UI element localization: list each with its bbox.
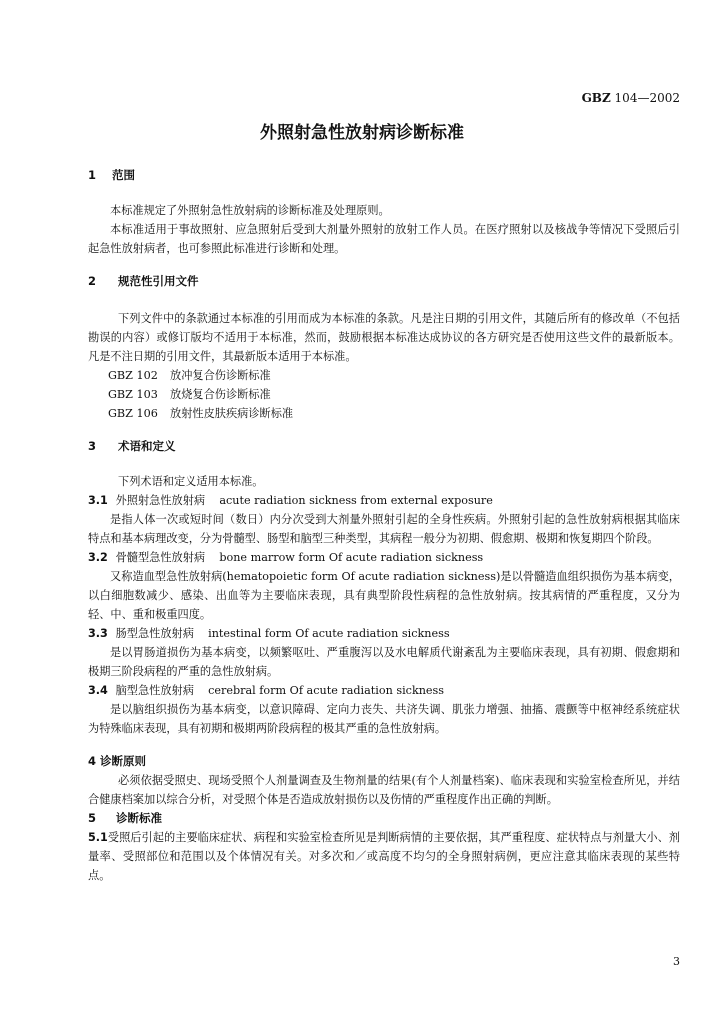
term-number: 3.3	[88, 627, 108, 640]
section-title: 规范性引用文件	[118, 274, 199, 288]
document-body	[88, 166, 680, 885]
reference-name: 放烧复合伤诊断标准	[170, 388, 271, 401]
term-number: 3.2	[88, 551, 108, 564]
paragraph: 必须依据受照史、现场受照个人剂量调查及生物剂量的结果(有个人剂量档案)、临床表现和实验室检查所见，并结合健康档案加以综合分析，对受照个体是否造成放射损伤以及伤情的严重程度作出正确的判断。	[88, 774, 680, 806]
reference-code: GBZ 106	[108, 407, 158, 420]
term-heading	[88, 548, 680, 567]
term-definition: 又称造血型急性放射病(hematopoietic form Of acute radiation sickness)是以骨髓造血组织损伤为基本病变，以白细胞数减少、感染、出血等为主要临床表现，具有典型阶段性病程的急性放射病。按其病情的严重程度，又分为轻、中、重和极重四度。	[88, 570, 680, 621]
page-number: 3	[673, 955, 680, 968]
reference-name: 放射性皮肤疾病诊断标准	[170, 407, 294, 420]
term-name: 肠型急性放射病	[115, 627, 194, 640]
section-number: 1	[88, 168, 97, 182]
section-title: 诊断标准	[116, 811, 163, 825]
clause-number: 5.1	[88, 831, 108, 844]
paragraph: 本标准规定了外照射急性放射病的诊断标准及处理原则。	[110, 204, 390, 217]
reference-item	[88, 366, 680, 385]
term-definition: 是以脑组织损伤为基本病变，以意识障碍、定向力丧失、共济失调、肌张力增强、抽搐、震颤等中枢神经系统症状为特殊临床表现，具有初期和极期两阶段病程的极其严重的急性放射病。	[88, 703, 680, 735]
section-number: 3	[88, 439, 97, 453]
standard-code-number: 104—2002	[614, 91, 680, 105]
term-number: 3.1	[88, 494, 108, 507]
section-4-heading: 4 诊断原则	[88, 754, 147, 768]
paragraph: 本标准适用于事故照射、应急照射后受到大剂量外照射的放射工作人员。在医疗照射以及核战争等情况下受照后引起急性放射病者，也可参照此标准进行诊断和处理。	[88, 223, 680, 255]
reference-name: 放冲复合伤诊断标准	[170, 369, 271, 382]
term-english: cerebral form Of acute radiation sickness	[208, 684, 445, 697]
reference-item	[88, 385, 680, 404]
term-heading	[88, 681, 680, 700]
document-title: 外照射急性放射病诊断标准	[260, 123, 464, 143]
reference-code: GBZ 102	[108, 369, 158, 382]
reference-code: GBZ 103	[108, 388, 158, 401]
paragraph: 下列术语和定义适用本标准。	[118, 475, 264, 488]
standard-code	[582, 91, 680, 105]
section-5-heading	[88, 809, 680, 828]
clause-text: 受照后引起的主要临床症状、病程和实验室检查所见是判断病情的主要依据，其严重程度、症状特点与剂量大小、剂量率、受照部位和范围以及个体情况有关。对多次和／或高度不均匀的全身照射病例，更应注意其临床表现的某些特点。	[88, 831, 680, 882]
paragraph	[88, 828, 680, 885]
section-1-heading	[88, 166, 680, 185]
term-heading	[88, 624, 680, 643]
paragraph: 下列文件中的条款通过本标准的引用而成为本标准的条款。凡是注日期的引用文件，其随后所有的修改单（不包括勘误的内容）或修订版均不适用于本标准，然而，鼓励根据本标准达成协议的各方研究是否使用这些文件的最新版本。凡是不注日期的引用文件，其最新版本适用于本标准。	[88, 312, 680, 363]
section-title: 术语和定义	[118, 439, 176, 453]
section-3-heading	[88, 437, 680, 456]
term-english: bone marrow form Of acute radiation sickness	[219, 551, 484, 564]
term-name: 脑型急性放射病	[115, 684, 194, 697]
section-number: 5	[88, 811, 97, 825]
reference-item	[88, 404, 680, 423]
term-name: 骨髓型急性放射病	[115, 551, 206, 564]
section-2-heading	[88, 272, 680, 291]
term-definition: 是指人体一次或短时间（数日）内分次受到大剂量外照射引起的全身性疾病。外照射引起的急性放射病根据其临床特点和基本病理改变，分为骨髓型、肠型和脑型三种类型，其病程一般分为初期、假愈期、极期和恢复期四个阶段。	[88, 513, 680, 545]
term-name: 外照射急性放射病	[115, 494, 206, 507]
section-title: 范围	[112, 168, 136, 182]
term-definition: 是以胃肠道损伤为基本病变，以频繁呕吐、严重腹泻以及水电解质代谢紊乱为主要临床表现，具有初期、假愈期和极期三阶段病程的严重的急性放射病。	[88, 646, 680, 678]
term-heading	[88, 491, 680, 510]
standard-code-prefix: GBZ	[581, 91, 611, 105]
section-number: 2	[88, 274, 97, 288]
term-english: acute radiation sickness from external exposure	[219, 494, 493, 507]
term-english: intestinal form Of acute radiation sickness	[208, 627, 450, 640]
term-number: 3.4	[88, 684, 108, 697]
